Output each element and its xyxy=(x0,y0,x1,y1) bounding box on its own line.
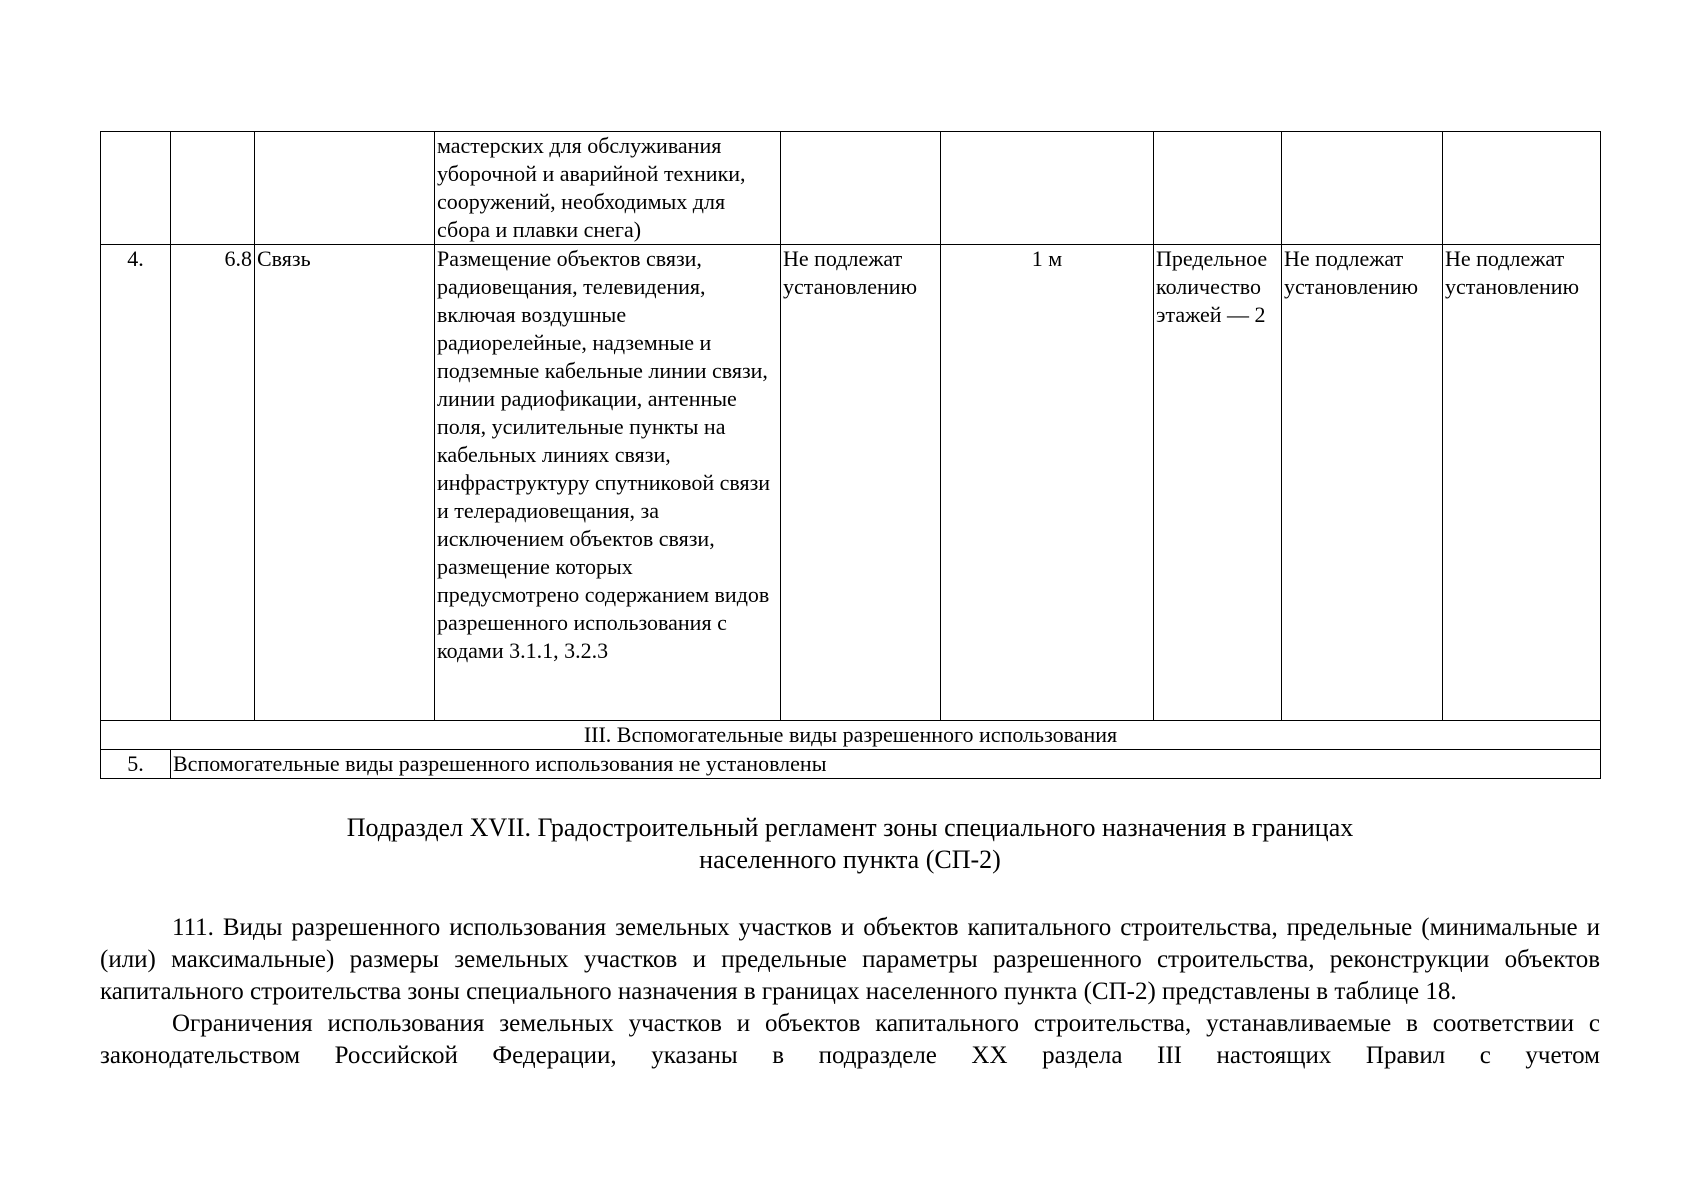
cell-col-8 xyxy=(1282,132,1443,245)
cell-col-5: Не подлежат установлению xyxy=(781,245,941,721)
cell-col-7: Предельное количество этажей — 2 xyxy=(1154,245,1282,721)
cell-text: Вспомогательные виды разрешенного использования не установлены xyxy=(171,750,1601,779)
cell-col-9 xyxy=(1443,132,1601,245)
table-row-5 xyxy=(101,750,1601,779)
paragraph-restrictions: Ограничения использования земельных участков и объектов капитального строительства, устанавливаемые в соответствии с законодательством Российской Федерации, указаны в подразделе XX раздела III настоящих Правил с учетом xyxy=(100,1010,1600,1069)
cell-code xyxy=(171,132,255,245)
paragraph-111: 111. Виды разрешенного использования земельных участков и объектов капитального строительства, предельные (минимальные и (или) максимальные) размеры земельных участков и предельные параметры разрешенного строительства, реконструкции объектов капитального строительства зоны специального назначения в границах населенного пункта (СП-2) представлены в таблице 18. xyxy=(100,914,1600,1005)
cell-name xyxy=(255,132,435,245)
cell-description: мастерских для обслуживания уборочной и аварийной техники, сооружений, необходимых для сбора и плавки снега) xyxy=(435,132,781,245)
cell-col-6: 1 м xyxy=(941,245,1154,721)
cell-col-9: Не подлежат установлению xyxy=(1443,245,1601,721)
cell-num: 5. xyxy=(101,750,171,779)
cell-code: 6.8 xyxy=(171,245,255,721)
table-section-row xyxy=(101,721,1601,750)
cell-num: 4. xyxy=(101,245,171,721)
cell-col-6 xyxy=(941,132,1154,245)
body-text xyxy=(100,912,1600,1072)
section-title: III. Вспомогательные виды разрешенного использования xyxy=(101,721,1601,750)
cell-description: Размещение объектов связи, радиовещания, телевидения, включая воздушные радиорелейные, надземные и подземные кабельные линии связи, линии радиофикации, антенные поля, усилительные пункты на кабельных линиях связи, инфраструктуру спутниковой связи и телерадиовещания, за исключением объектов связи, размещение которых предусмотрено содержанием видов разрешенного использования с кодами 3.1.1, 3.2.3 xyxy=(435,245,781,721)
heading-line-2: населенного пункта (СП-2) xyxy=(699,845,1001,874)
subsection-heading xyxy=(100,812,1600,876)
cell-col-5 xyxy=(781,132,941,245)
table-row-4 xyxy=(101,245,1601,721)
heading-line-1: Подраздел XVII. Градостроительный регламент зоны специального назначения в границах xyxy=(346,813,1354,842)
regulation-table xyxy=(100,131,1601,779)
cell-name: Связь xyxy=(255,245,435,721)
cell-num xyxy=(101,132,171,245)
table-row-continuation xyxy=(101,132,1601,245)
cell-col-8: Не подлежат установлению xyxy=(1282,245,1443,721)
cell-col-7 xyxy=(1154,132,1282,245)
